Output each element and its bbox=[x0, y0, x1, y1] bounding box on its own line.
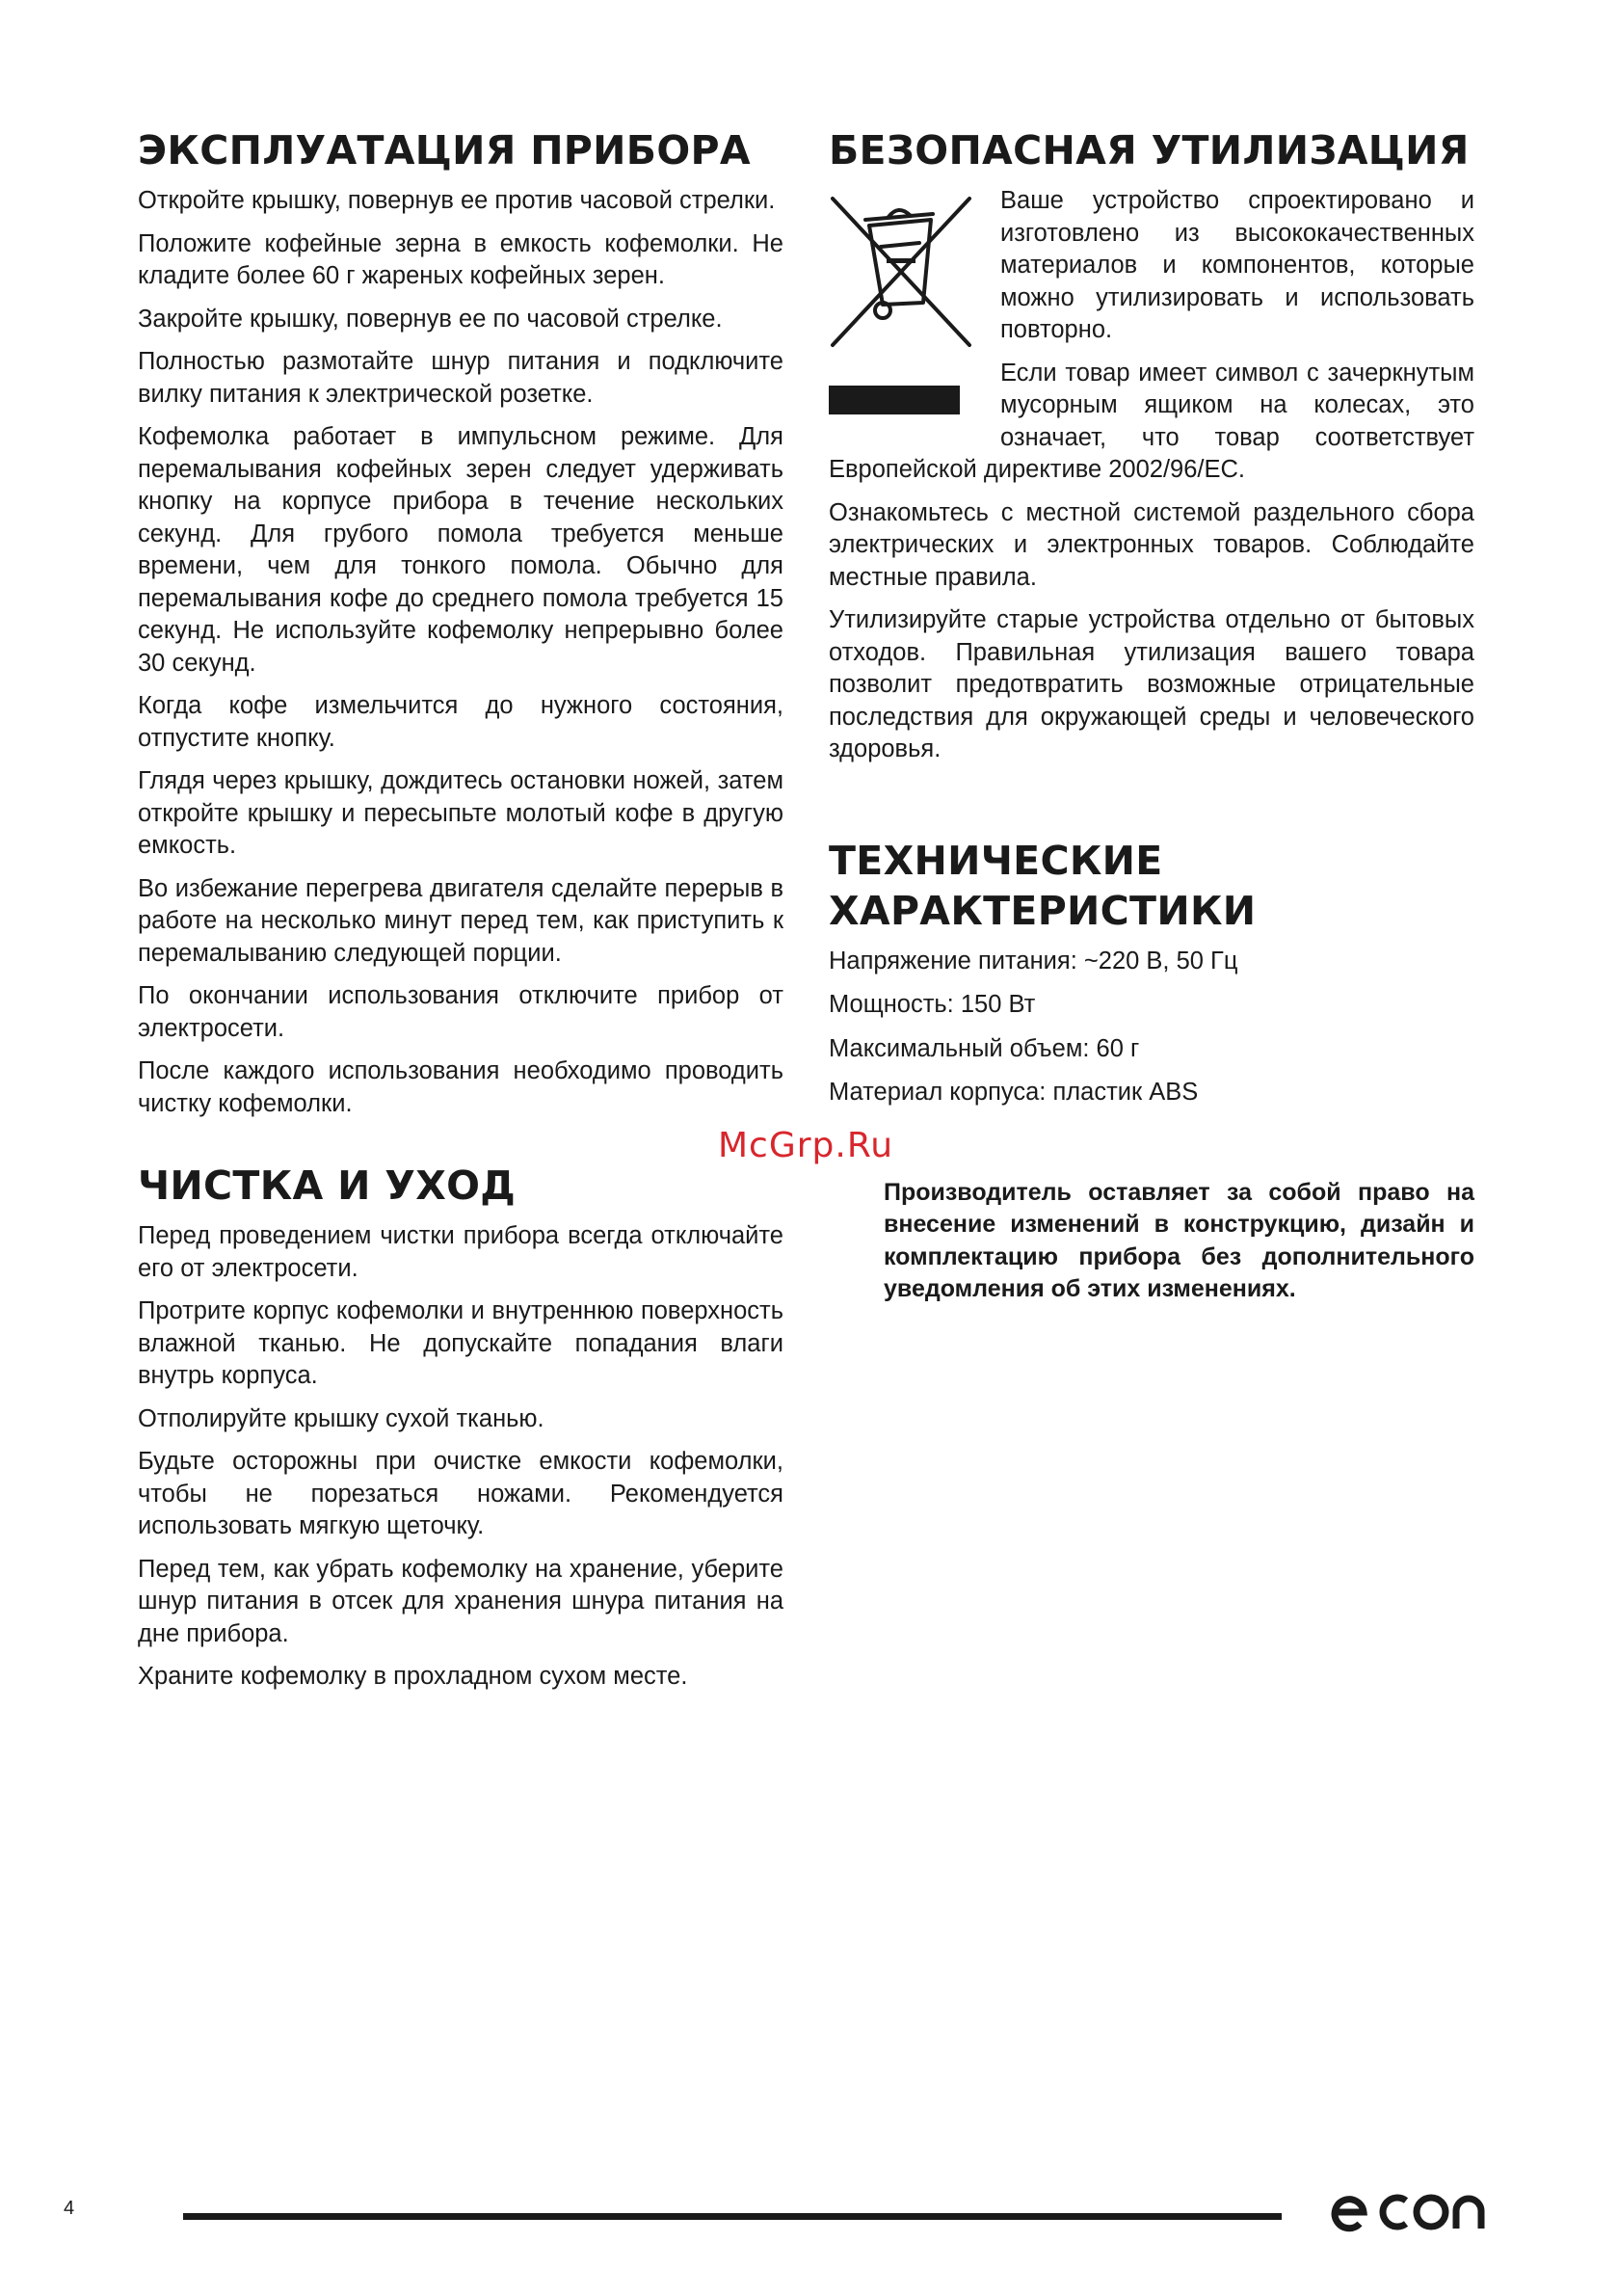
operation-title: ЭКСПЛУАТАЦИЯ ПРИБОРА bbox=[138, 127, 751, 174]
manufacturer-notice: Производитель оставляет за собой право на внесение изменений в конструкцию, дизайн и комплектацию прибора без дополнительного уведомления об этих изменениях. bbox=[884, 1178, 1474, 1302]
operation-section bbox=[138, 125, 783, 1120]
watermark: McGrp.Ru bbox=[718, 1126, 894, 1165]
cleaning-paragraph: Протрите корпус кофемолки и внутреннюю поверхность влажной тканью. Не допускайте попадания влаги внутрь корпуса. bbox=[138, 1297, 783, 1389]
cleaning-paragraph: Перед тем, как убрать кофемолку на хранение, уберите шнур питания в отсек для хранения шнура питания на дне прибора. bbox=[138, 1555, 783, 1647]
cleaning-title: ЧИСТКА И УХОД bbox=[138, 1162, 517, 1209]
spec-item: Напряжение питания: ~220 В, 50 Гц bbox=[829, 947, 1238, 974]
cleaning-paragraph: Отполируйте крышку сухой тканью. bbox=[138, 1404, 544, 1432]
operation-paragraph: По окончании использования отключите прибор от электросети. bbox=[138, 982, 783, 1042]
operation-paragraph: Когда кофе измельчится до нужного состояния, отпустите кнопку. bbox=[138, 692, 783, 752]
footer-divider bbox=[183, 2213, 1282, 2220]
operation-paragraph: Глядя через крышку, дождитесь остановки ножей, затем откройте крышку и пересыпьте молотый кофе в другую емкость. bbox=[138, 767, 783, 859]
left-column bbox=[138, 125, 783, 1704]
page-number: 4 bbox=[64, 2198, 75, 2219]
disposal-paragraph: Ваше устройство спроектировано и изготовлено из высококачественных материалов и компонентов, которые можно утилизировать и использовать повторно. bbox=[1000, 187, 1474, 343]
disposal-paragraph: Ознакомьтесь с местной системой раздельного сбора электрических и электронных товаров. Соблюдайте местные правила. bbox=[829, 498, 1474, 591]
cleaning-paragraph: Храните кофемолку в прохладном сухом месте. bbox=[138, 1663, 688, 1690]
disposal-section bbox=[829, 125, 1474, 766]
spec-item: Материал корпуса: пластик ABS bbox=[829, 1079, 1199, 1106]
disposal-title: БЕЗОПАСНАЯ УТИЛИЗАЦИЯ bbox=[829, 127, 1470, 174]
cleaning-paragraph: Перед проведением чистки прибора всегда отключайте его от электросети. bbox=[138, 1222, 783, 1282]
crossed-out-wheelie-bin-icon bbox=[829, 191, 973, 414]
operation-paragraph: После каждого использования необходимо проводить чистку кофемолки. bbox=[138, 1057, 783, 1117]
disposal-bar-mark bbox=[829, 386, 960, 414]
operation-paragraph: Закройте крышку, повернув ее по часовой стрелке. bbox=[138, 305, 723, 333]
spec-item: Мощность: 150 Вт bbox=[829, 991, 1036, 1018]
disposal-paragraph: Утилизируйте старые устройства отдельно от бытовых отходов. Правильная утилизация вашего товара позволит предотвратить возможные отрицательные последствия для окружающей среды и человеческого здоровья. bbox=[829, 606, 1474, 762]
econ-logo-icon bbox=[1325, 2180, 1499, 2238]
right-column bbox=[829, 125, 1474, 1306]
operation-paragraph: Откройте крышку, повернув ее против часовой стрелки. bbox=[138, 187, 776, 214]
operation-paragraph: Положите кофейные зерна в емкость кофемолки. Не кладите более 60 г жареных кофейных зерен. bbox=[138, 229, 783, 289]
specs-title: ТЕХНИЧЕСКИЕ ХАРАКТЕРИСТИКИ bbox=[829, 837, 1257, 934]
cleaning-paragraph: Будьте осторожны при очистке емкости кофемолки, чтобы не порезаться ножами. Рекомендуется использовать мягкую щеточку. bbox=[138, 1448, 783, 1539]
operation-paragraph: Полностью размотайте шнур питания и подключите вилку питания к электрической розетке. bbox=[138, 348, 783, 408]
spec-item: Максимальный объем: 60 г bbox=[829, 1034, 1140, 1062]
specs-section bbox=[829, 836, 1474, 1109]
operation-paragraph: Во избежание перегрева двигателя сделайте перерыв в работе на несколько минут перед тем, как приступить к перемалыванию следующей порции. bbox=[138, 874, 783, 967]
operation-paragraph: Кофемолка работает в импульсном режиме. Для перемалывания кофейных зерен следует удерживать кнопку на корпусе прибора в течение нескольких секунд. Для грубого помола требуется меньше времени, чем для тонкого помола. Обычно для перемалывания кофе до среднего помола требуется 15 секунд. Не используйте кофемолку непрерывно более 30 секунд. bbox=[138, 423, 783, 677]
disposal-paragraph: Если товар имеет символ с зачеркнутым мусорным ящиком на колесах, это означает, что товар соответствует Европейской директиве 2002/96/EC. bbox=[829, 359, 1474, 483]
cleaning-section bbox=[138, 1161, 783, 1694]
disposal-block bbox=[829, 185, 1474, 766]
